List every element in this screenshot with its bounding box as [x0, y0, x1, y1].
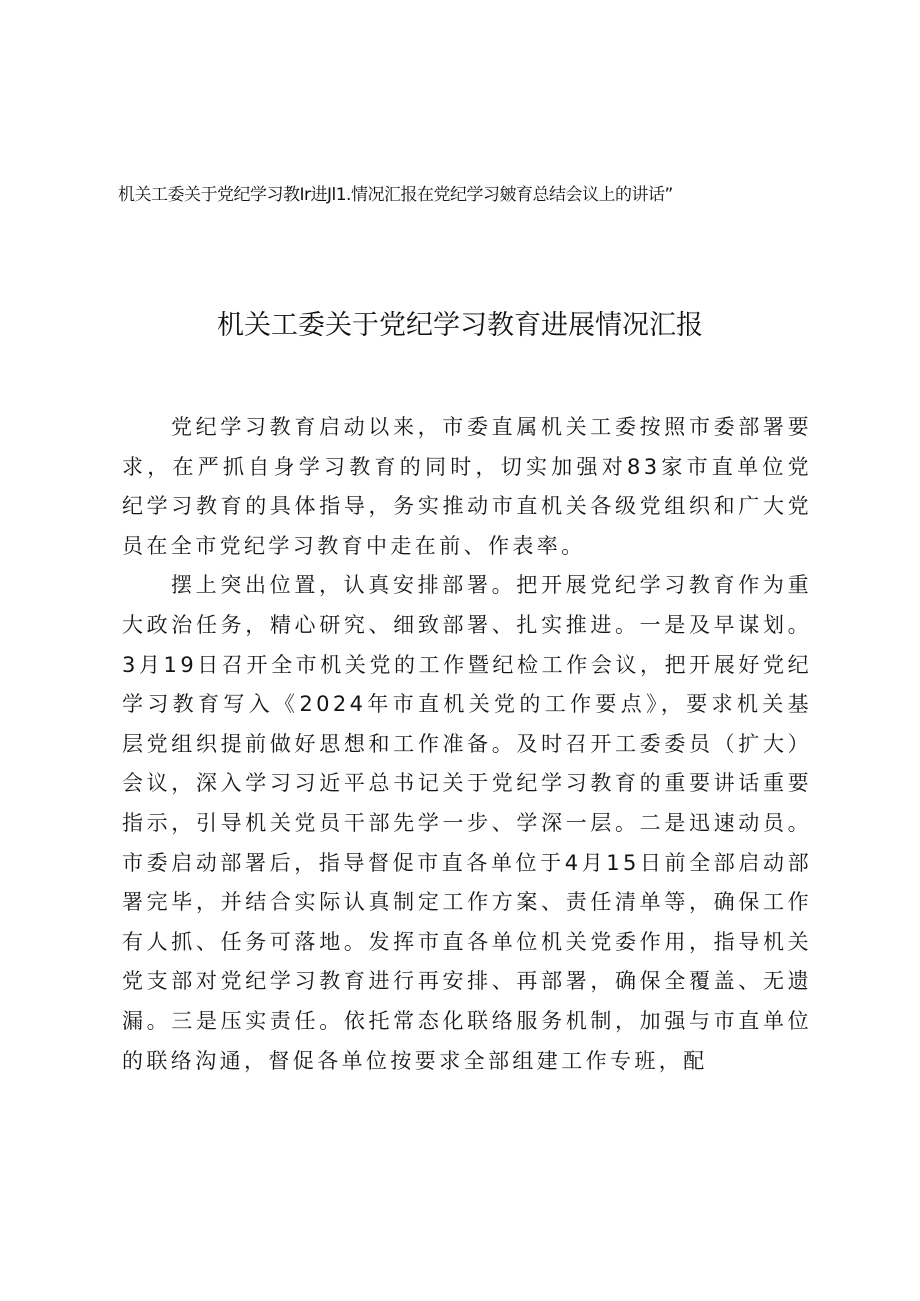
paragraph-1: 党纪学习教育启动以来，市委直属机关工委按照市委部署要求，在严抓自身学习教育的同时，切实加强对83家市直单位党纪学习教育的具体指导，务实推动市直机关各级党组织和广大党员在全市党纪学习教育中走在前、作表率。 — [122, 415, 812, 558]
document-body — [122, 408, 812, 1081]
header-line: 机关工委关于党纪学习教Ir进Jl1.情况汇报在党纪学习皴育总结会议上的讲话” — [118, 185, 673, 205]
paragraph-2: 摆上突出位置，认真安排部署。把开展党纪学习教育作为重大政治任务，精心研究、细致部署、扎实推进。一是及早谋划。3月19日召开全市机关党的工作暨纪检工作会议，把开展好党纪学习教育写入《2024年市直机关党的工作要点》，要求机关基层党组织提前做好思想和工作准备。及时召开工委委员（扩大）会议，深入学习习近平总书记关于党纪学习教育的重要讲话重要指示，引导机关党员干部先学一步、学深一层。二是迅速动员。市委启动部署后，指导督促市直各单位于4月15日前全部启动部署完毕，并结合实际认真制定工作方案、责任清单等，确保工作有人抓、任务可落地。发挥市直各单位机关党委作用，指导机关党支部对党纪学习教育进行再安排、再部署，确保全覆盖、无遗漏。三是压实责任。依托常态化联络服务机制，加强与市直单位的联络沟通，督促各单位按要求全部组建工作专班，配 — [122, 573, 812, 1073]
document-title: 机关工委关于党纪学习教育进展情况汇报 — [217, 310, 703, 341]
